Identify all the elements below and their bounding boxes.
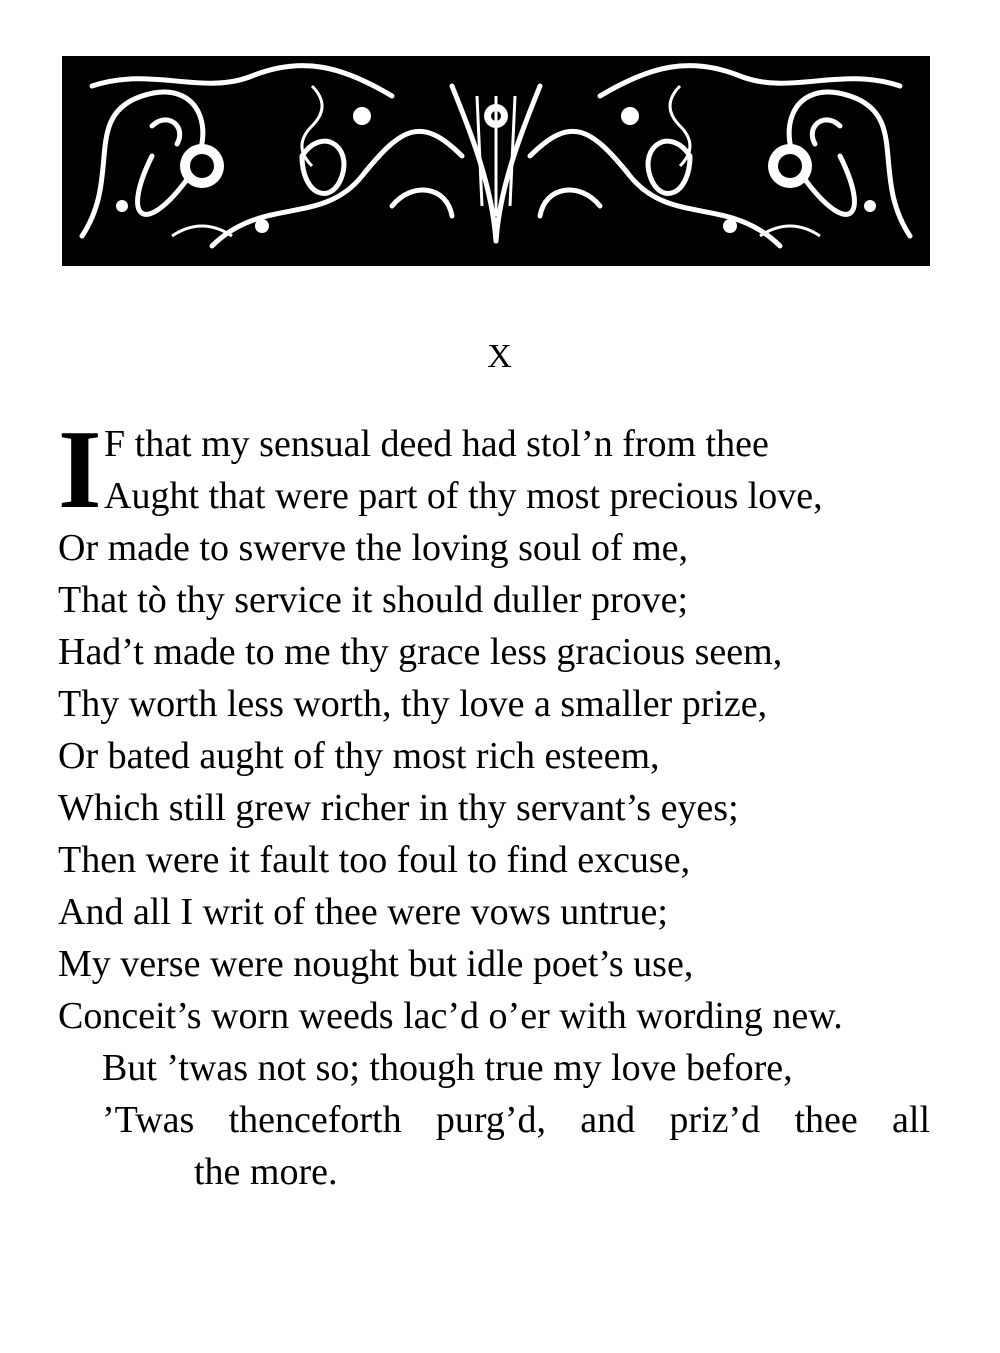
couplet-line-13: But ’twas not so; though true my love before, xyxy=(102,1047,793,1089)
poem-line-1: F that my sensual deed had stol’n from thee xyxy=(104,423,769,465)
drop-cap-letter: I xyxy=(58,408,102,532)
couplet-runover: the more. xyxy=(194,1151,338,1193)
poem-line-7: Or bated aught of thy most rich esteem, xyxy=(58,735,660,777)
poem-line-6: Thy worth less worth, thy love a smaller prize, xyxy=(58,683,768,725)
couplet-line-14: ’Twas thenceforth purg’d, and priz’d thee all xyxy=(102,1099,930,1141)
poem-line-4: That tò thy service it should duller prove; xyxy=(58,579,689,621)
poem-line-9: Then were it fault too foul to find excuse, xyxy=(58,839,691,881)
poem-line-12: Conceit’s worn weeds lac’d o’er with wording new. xyxy=(58,995,843,1037)
poem-line-10: And all I writ of thee were vows untrue; xyxy=(58,891,668,933)
poem-text xyxy=(58,408,958,1198)
poem-line-2: Aught that were part of thy most precious love, xyxy=(104,475,823,517)
poem-line-3: Or made to swerve the loving soul of me, xyxy=(58,527,689,569)
opening-lines xyxy=(58,408,958,532)
sonnet-number: X xyxy=(487,338,513,375)
floral-headpiece-ornament xyxy=(62,56,930,266)
poem-line-8: Which still grew richer in thy servant’s eyes; xyxy=(58,787,739,829)
poem-line-5: Had’t made to me thy grace less gracious seem, xyxy=(58,631,783,673)
poem-line-11: My verse were nought but idle poet’s use, xyxy=(58,943,694,985)
